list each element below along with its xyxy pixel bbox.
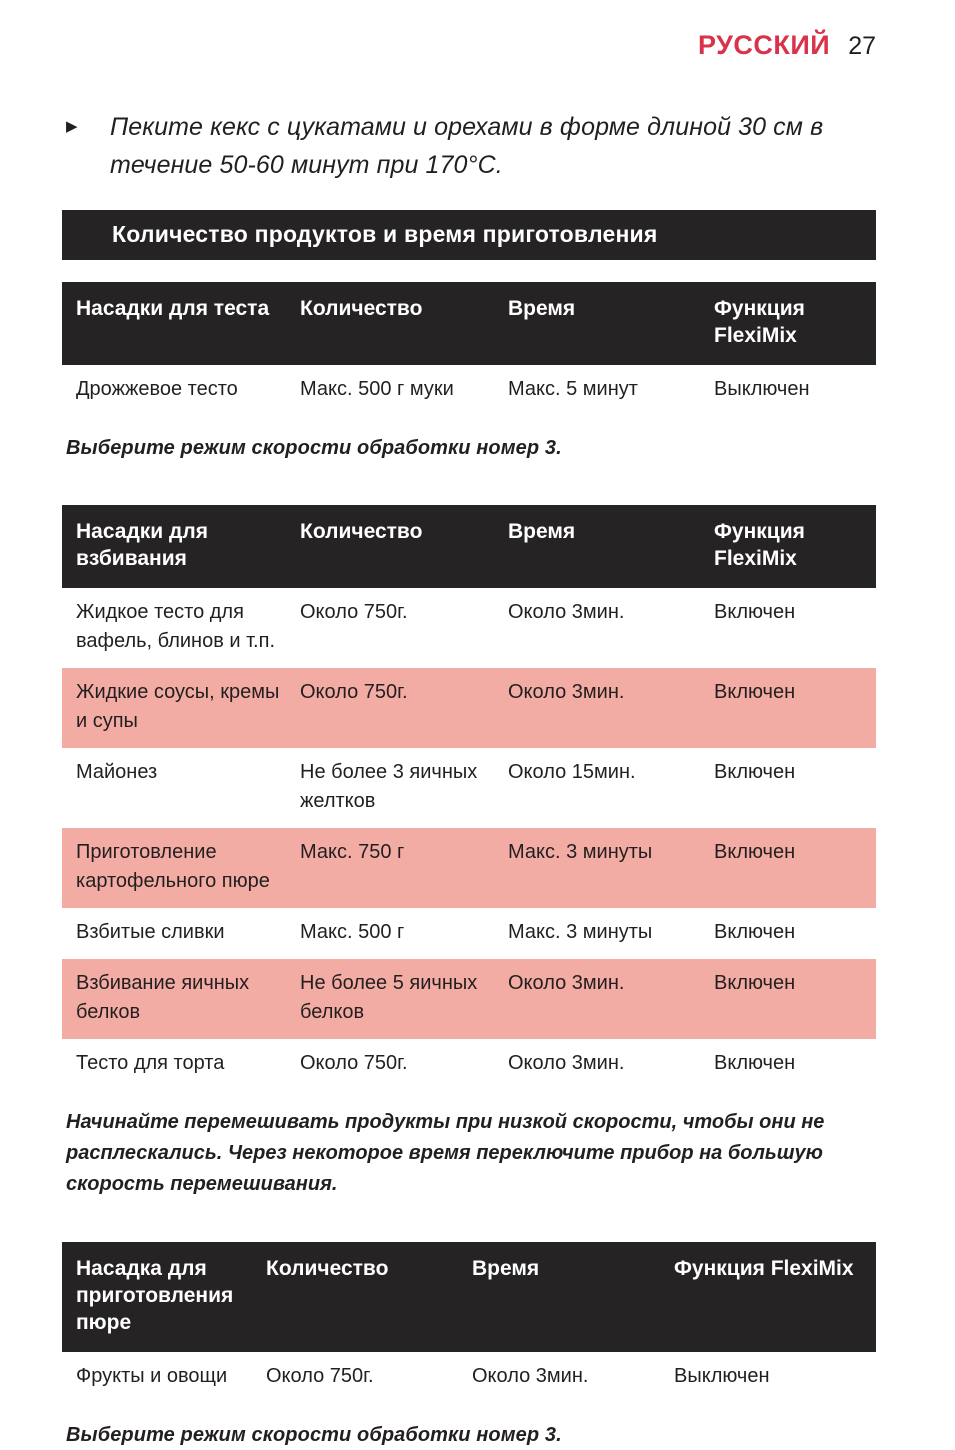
table-body — [62, 365, 876, 416]
cell-attachment: Дрожжевое тесто — [62, 365, 300, 416]
table-row — [62, 588, 876, 668]
cell-quantity: Около 750г. — [300, 668, 508, 748]
page-number: 27 — [848, 32, 876, 60]
table-row — [62, 668, 876, 748]
bullet-item — [62, 108, 876, 184]
column-header-time: Время — [472, 1242, 674, 1352]
page-content — [62, 108, 876, 1450]
cell-attachment: Приготовление картофельного пюре — [62, 828, 300, 908]
language-title: РУССКИЙ — [697, 30, 831, 60]
cell-attachment: Взбитые сливки — [62, 908, 300, 959]
cell-quantity: Около 750г. — [266, 1352, 472, 1403]
column-header-time: Время — [508, 505, 714, 588]
table-dough-attachments — [62, 282, 876, 416]
table-whisking-attachments — [62, 505, 876, 1090]
column-header-quantity: Количество — [300, 505, 508, 588]
column-header-attachment: Насадка для приготовления пюре — [62, 1242, 266, 1352]
cell-fleximix: Включен — [714, 588, 876, 668]
table-header-row — [62, 1242, 876, 1352]
bullet-item-text: Пеките кекс с цукатами и орехами в форме длиной 30 см в течение 50-60 минут при 170°C. — [110, 113, 824, 179]
cell-fleximix: Включен — [714, 828, 876, 908]
column-header-fleximix: Функция FlexiMix — [674, 1242, 876, 1352]
cell-quantity: Макс. 750 г — [300, 828, 508, 908]
cell-attachment: Тесто для торта — [62, 1039, 300, 1090]
mixing-note-line-1: Начинайте перемешивать продукты при низкой скорости, чтобы они не — [66, 1111, 825, 1133]
mixing-speed-note — [66, 1107, 876, 1200]
cell-time: Около 3мин. — [508, 1039, 714, 1090]
cell-time: Около 3мин. — [508, 668, 714, 748]
page-header — [698, 30, 876, 61]
cell-time: Около 3мин. — [472, 1352, 674, 1403]
cell-quantity: Около 750г. — [300, 588, 508, 668]
table-row — [62, 908, 876, 959]
cell-fleximix: Включен — [714, 908, 876, 959]
table-row — [62, 365, 876, 416]
mixing-note-line-2: расплескались. Через некоторое время переключите прибор на большую — [66, 1142, 823, 1164]
table-row — [62, 1039, 876, 1090]
cell-attachment: Жидкое тесто для вафель, блинов и т.п. — [62, 588, 300, 668]
table-row — [62, 959, 876, 1039]
cell-fleximix: Включен — [714, 668, 876, 748]
cell-attachment: Жидкие соусы, кремы и супы — [62, 668, 300, 748]
cell-quantity: Около 750г. — [300, 1039, 508, 1090]
cell-fleximix: Выключен — [714, 365, 876, 416]
table-header — [62, 505, 876, 588]
triangle-bullet-icon: ▶ — [66, 118, 78, 135]
cell-attachment: Взбивание яичных белков — [62, 959, 300, 1039]
cell-time: Макс. 5 минут — [508, 365, 714, 416]
cell-quantity: Макс. 500 г — [300, 908, 508, 959]
mixing-note-line-3: скорость перемешивания. — [66, 1173, 338, 1195]
section-title-bar: Количество продуктов и время приготовления — [62, 210, 876, 260]
cell-quantity: Макс. 500 г муки — [300, 365, 508, 416]
table-puree-attachment — [62, 1242, 876, 1403]
table-header — [62, 282, 876, 365]
table-row — [62, 828, 876, 908]
cell-attachment: Фрукты и овощи — [62, 1352, 266, 1403]
cell-fleximix: Включен — [714, 959, 876, 1039]
cell-time: Около 15мин. — [508, 748, 714, 828]
cell-quantity: Не более 3 яичных желтков — [300, 748, 508, 828]
table-row — [62, 748, 876, 828]
cell-fleximix: Включен — [714, 748, 876, 828]
table-header-row — [62, 282, 876, 365]
cell-time: Около 3мин. — [508, 959, 714, 1039]
table-body — [62, 588, 876, 1090]
cell-time: Макс. 3 минуты — [508, 908, 714, 959]
cell-fleximix: Выключен — [674, 1352, 876, 1403]
cell-time: Около 3мин. — [508, 588, 714, 668]
cell-quantity: Не более 5 яичных белков — [300, 959, 508, 1039]
column-header-quantity: Количество — [266, 1242, 472, 1352]
column-header-quantity: Количество — [300, 282, 508, 365]
table-body — [62, 1352, 876, 1403]
cell-time: Макс. 3 минуты — [508, 828, 714, 908]
column-header-fleximix: Функция FlexiMix — [714, 505, 876, 588]
column-header-fleximix: Функция FlexiMix — [714, 282, 876, 365]
table-header — [62, 1242, 876, 1352]
table-header-row — [62, 505, 876, 588]
speed-note-second: Выберите режим скорости обработки номер 3. — [66, 1424, 562, 1446]
table-row — [62, 1352, 876, 1403]
speed-note-first: Выберите режим скорости обработки номер 3. — [66, 437, 562, 459]
column-header-attachment: Насадки для теста — [62, 282, 300, 365]
cell-attachment: Майонез — [62, 748, 300, 828]
cell-fleximix: Включен — [714, 1039, 876, 1090]
column-header-attachment: Насадки для взбивания — [62, 505, 300, 588]
column-header-time: Время — [508, 282, 714, 365]
